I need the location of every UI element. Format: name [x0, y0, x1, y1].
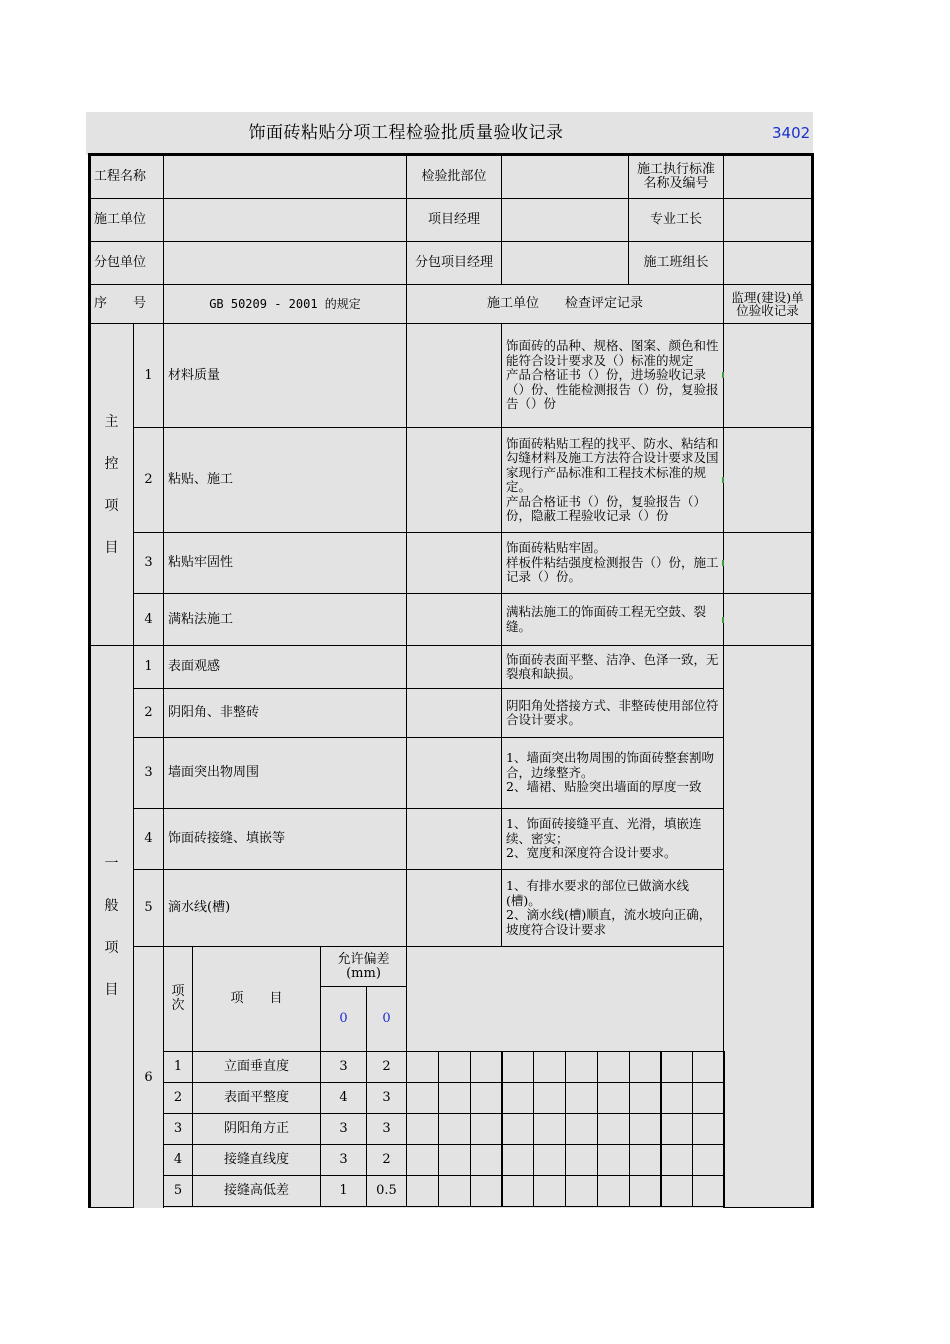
- main-item-supervisor-field[interactable]: [723, 427, 812, 533]
- deviation-idx-header: 项次: [163, 946, 193, 1052]
- team-leader-label: 施工班组长: [628, 241, 724, 285]
- main-item-name: 满粘法施工: [163, 593, 407, 646]
- general-item-check-field[interactable]: [406, 737, 502, 809]
- main-item-no: 1: [133, 323, 164, 428]
- main-item-name: 粘贴、施工: [163, 427, 407, 533]
- main-item-supervisor-field[interactable]: [723, 532, 812, 594]
- general-item-no: 1: [133, 645, 164, 689]
- measured-value-cell[interactable]: [597, 1113, 630, 1145]
- main-item-name: 材料质量: [163, 323, 407, 428]
- supervisor-check-column-header: 监理(建设)单位验收记录: [723, 284, 812, 324]
- team-leader-field[interactable]: [723, 241, 812, 285]
- form-title: 饰面砖粘贴分项工程检验批质量验收记录: [248, 123, 564, 143]
- deviation-row-tolerance-b: 0.5: [366, 1175, 407, 1207]
- project-name-label: 工程名称: [89, 155, 164, 199]
- main-item-note: 饰面砖的品种、规格、图案、颜色和性能符合设计要求及（）标准的规定 产品合格证书（）份，进场验收记录（）份、性能检测报告（）份，复验报告（）份: [501, 323, 724, 428]
- measured-value-cell[interactable]: [692, 1051, 725, 1083]
- general-item-note: 1、墙面突出物周围的饰面砖整套割吻合，边缘整齐。 2、墙裙、贴脸突出墙面的厚度一致: [501, 737, 724, 809]
- general-item-check-field[interactable]: [406, 645, 502, 689]
- main-item-check-field[interactable]: [406, 323, 502, 428]
- comment-marker: [722, 477, 724, 483]
- measured-value-cell[interactable]: [660, 1175, 693, 1207]
- project-manager-field[interactable]: [501, 198, 629, 242]
- measured-value-cell[interactable]: [692, 1082, 725, 1114]
- deviation-row-name: 阴阳角方正: [192, 1113, 321, 1145]
- main-item-note: 满粘法施工的饰面砖工程无空鼓、裂缝。: [501, 593, 724, 646]
- measured-value-cell[interactable]: [406, 1082, 439, 1114]
- project-name-field[interactable]: [163, 155, 407, 199]
- measured-value-cell[interactable]: [660, 1051, 693, 1083]
- deviation-row-tolerance-a: 3: [320, 1051, 367, 1083]
- measured-value-cell[interactable]: [470, 1051, 503, 1083]
- measured-value-cell[interactable]: [692, 1144, 725, 1176]
- deviation-row-name: 接缝高低差: [192, 1175, 321, 1207]
- general-item-name: 饰面砖接缝、填嵌等: [163, 808, 407, 870]
- deviation-row-no: 1: [163, 1051, 193, 1083]
- deviation-row-tolerance-b: 3: [366, 1113, 407, 1145]
- main-item-supervisor-field[interactable]: [723, 323, 812, 428]
- measured-value-cell[interactable]: [629, 1051, 662, 1083]
- deviation-row-no: 2: [163, 1082, 193, 1114]
- foreman-label: 专业工长: [628, 198, 724, 242]
- measured-value-cell[interactable]: [438, 1051, 471, 1083]
- measured-value-cell[interactable]: [597, 1082, 630, 1114]
- general-item-note: 饰面砖表面平整、洁净、色泽一致，无裂痕和缺损。: [501, 645, 724, 689]
- measured-value-cell[interactable]: [501, 1051, 534, 1083]
- measured-value-cell[interactable]: [406, 1051, 439, 1083]
- sub-manager-field[interactable]: [501, 241, 629, 285]
- main-item-check-field[interactable]: [406, 532, 502, 594]
- measured-value-cell[interactable]: [565, 1175, 598, 1207]
- foreman-field[interactable]: [723, 198, 812, 242]
- general-item-no: 4: [133, 808, 164, 870]
- measured-value-cell[interactable]: [533, 1144, 566, 1176]
- deviation-row-tolerance-a: 3: [320, 1144, 367, 1176]
- measured-value-cell[interactable]: [501, 1082, 534, 1114]
- main-item-no: 3: [133, 532, 164, 594]
- measured-value-cell[interactable]: [565, 1082, 598, 1114]
- project-manager-label: 项目经理: [406, 198, 502, 242]
- main-item-check-field[interactable]: [406, 427, 502, 533]
- measured-value-cell[interactable]: [533, 1051, 566, 1083]
- deviation-row-tolerance-a: 3: [320, 1113, 367, 1145]
- measured-value-cell[interactable]: [470, 1082, 503, 1114]
- deviation-row-tolerance-b: 3: [366, 1082, 407, 1114]
- measured-value-cell[interactable]: [660, 1113, 693, 1145]
- measured-value-cell[interactable]: [533, 1082, 566, 1114]
- deviation-row-tolerance-a: 1: [320, 1175, 367, 1207]
- deviation-row-name: 立面垂直度: [192, 1051, 321, 1083]
- comment-marker: [722, 560, 724, 566]
- comment-marker: [722, 617, 724, 623]
- inspection-part-label: 检验批部位: [406, 155, 502, 199]
- measured-value-cell[interactable]: [470, 1144, 503, 1176]
- measured-value-cell[interactable]: [438, 1175, 471, 1207]
- measured-value-cell[interactable]: [629, 1113, 662, 1145]
- general-section-label: 一 般 项 目: [89, 645, 134, 1208]
- general-item-note: 1、饰面砖接缝平直、光滑，填嵌连续、密实； 2、宽度和深度符合设计要求。: [501, 808, 724, 870]
- frame-left: [88, 154, 91, 1208]
- contractor-label: 施工单位: [89, 198, 164, 242]
- deviation-row-no: 3: [163, 1113, 193, 1145]
- standard-label: 施工执行标准名称及编号: [628, 155, 724, 199]
- deviation-row-no: 4: [163, 1144, 193, 1176]
- measured-value-cell[interactable]: [438, 1144, 471, 1176]
- measured-value-cell[interactable]: [406, 1144, 439, 1176]
- general-supervisor-field[interactable]: [723, 645, 812, 1208]
- main-control-section-label: 主 控 项 目: [89, 323, 134, 646]
- measured-value-cell[interactable]: [565, 1051, 598, 1083]
- main-item-note: 饰面砖粘贴工程的找平、防水、粘结和勾缝材料及施工方法符合设计要求及国家现行产品标准和工程技术标准的规定。 产品合格证书（）份，复验报告（）份，隐蔽工程验收记录（）份: [501, 427, 724, 533]
- measured-values-header: [406, 946, 724, 1052]
- comment-marker: [722, 372, 724, 378]
- deviation-row-tolerance-b: 2: [366, 1051, 407, 1083]
- measured-value-cell[interactable]: [629, 1082, 662, 1114]
- tolerance-header: 允许偏差(mm): [320, 946, 407, 987]
- main-item-supervisor-field[interactable]: [723, 593, 812, 646]
- general-item-note: 1、有排水要求的部位已做滴水线(槽)。 2、滴水线(槽)顺直，流水坡向正确，坡度符合设计要求: [501, 869, 724, 947]
- deviation-row-no: 5: [163, 1175, 193, 1207]
- main-item-name: 粘贴牢固性: [163, 532, 407, 594]
- deviation-item-header: 项 目: [192, 946, 321, 1052]
- measured-value-cell[interactable]: [629, 1175, 662, 1207]
- spec-column-header: GB 50209 - 2001 的规定: [163, 284, 407, 324]
- measured-value-cell[interactable]: [501, 1175, 534, 1207]
- tolerance-col-a-header: 0: [320, 986, 367, 1052]
- tolerance-col-b-header: 0: [366, 986, 407, 1052]
- measured-value-cell[interactable]: [597, 1175, 630, 1207]
- measured-value-cell[interactable]: [470, 1175, 503, 1207]
- general-item-note: 阴阳角处搭接方式、非整砖使用部位符合设计要求。: [501, 688, 724, 738]
- main-item-no: 2: [133, 427, 164, 533]
- general-item-check-field[interactable]: [406, 869, 502, 947]
- contractor-check-column-header: 施工单位 检查评定记录: [406, 284, 724, 324]
- measured-value-cell[interactable]: [406, 1113, 439, 1145]
- measured-value-cell[interactable]: [501, 1144, 534, 1176]
- measured-value-cell[interactable]: [629, 1144, 662, 1176]
- general-item-no: 3: [133, 737, 164, 809]
- general-item-no: 5: [133, 869, 164, 947]
- measured-value-cell[interactable]: [597, 1144, 630, 1176]
- measured-value-cell[interactable]: [692, 1175, 725, 1207]
- deviation-row-name: 表面平整度: [192, 1082, 321, 1114]
- general-item-name: 墙面突出物周围: [163, 737, 407, 809]
- general-item-no: 2: [133, 688, 164, 738]
- sub-manager-label: 分包项目经理: [406, 241, 502, 285]
- main-item-note: 饰面砖粘贴牢固。 样板件粘结强度检测报告（）份，施工记录（）份。: [501, 532, 724, 594]
- frame-right: [811, 154, 814, 1208]
- seq-column-header: 序 号: [89, 284, 164, 324]
- measured-value-cell[interactable]: [501, 1113, 534, 1145]
- measured-value-cell[interactable]: [660, 1144, 693, 1176]
- measured-value-cell[interactable]: [565, 1144, 598, 1176]
- measured-value-cell[interactable]: [565, 1113, 598, 1145]
- contractor-field[interactable]: [163, 198, 407, 242]
- main-item-check-field[interactable]: [406, 593, 502, 646]
- measured-value-cell[interactable]: [406, 1175, 439, 1207]
- subcontractor-field[interactable]: [163, 241, 407, 285]
- inspection-part-field[interactable]: [501, 155, 629, 199]
- standard-field[interactable]: [723, 155, 812, 199]
- deviation-row-tolerance-b: 2: [366, 1144, 407, 1176]
- measured-value-cell[interactable]: [533, 1175, 566, 1207]
- general-item-name: 表面观感: [163, 645, 407, 689]
- deviation-group-no: 6: [133, 946, 164, 1208]
- measured-value-cell[interactable]: [660, 1082, 693, 1114]
- general-item-check-field[interactable]: [406, 808, 502, 870]
- measured-value-cell[interactable]: [533, 1113, 566, 1145]
- general-item-check-field[interactable]: [406, 688, 502, 738]
- measured-value-cell[interactable]: [438, 1113, 471, 1145]
- measured-value-cell[interactable]: [692, 1113, 725, 1145]
- frame-top: [88, 153, 814, 156]
- measured-value-cell[interactable]: [470, 1113, 503, 1145]
- subcontractor-label: 分包单位: [89, 241, 164, 285]
- measured-value-cell[interactable]: [438, 1082, 471, 1114]
- general-item-name: 阴阳角、非整砖: [163, 688, 407, 738]
- form-code: 3402: [772, 124, 811, 142]
- main-item-no: 4: [133, 593, 164, 646]
- deviation-row-name: 接缝直线度: [192, 1144, 321, 1176]
- general-item-name: 滴水线(槽): [163, 869, 407, 947]
- deviation-row-tolerance-a: 4: [320, 1082, 367, 1114]
- measured-value-cell[interactable]: [597, 1051, 630, 1083]
